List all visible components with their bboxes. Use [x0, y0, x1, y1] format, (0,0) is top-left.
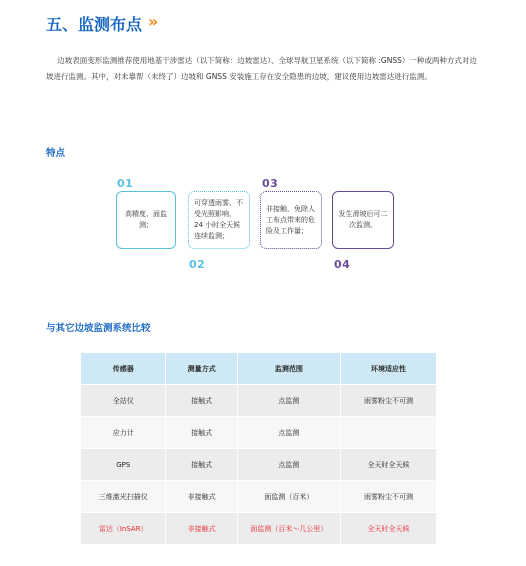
cell-range: 点监测 — [238, 385, 340, 416]
cell-environment: 全天时全天候 — [341, 449, 436, 480]
cell-environment: 雨雾粉尘不可测 — [341, 385, 436, 416]
feature-number-02: 02 — [189, 258, 206, 271]
feature-number-01: 01 — [117, 177, 134, 190]
cell-sensor: 雷达（InSAR） — [81, 513, 165, 544]
header-range: 监测范围 — [238, 353, 340, 384]
header-method: 测量方式 — [166, 353, 236, 384]
feature-text-1: 高精度、面监测； — [125, 210, 167, 229]
table-row — [81, 385, 436, 416]
feature-number-04: 04 — [334, 258, 351, 271]
cell-range: 面监测（百米） — [238, 481, 340, 512]
table-row — [81, 449, 436, 480]
cell-method: 非接触式 — [166, 481, 236, 512]
cell-environment: 全天时全天候 — [341, 513, 436, 544]
feature-card-4 — [332, 191, 394, 249]
features-title: 特点 — [46, 148, 66, 159]
feature-card-2 — [188, 191, 250, 249]
cell-method: 接触式 — [166, 385, 236, 416]
cell-sensor: 全站仪 — [81, 385, 165, 416]
header-sensor: 传感器 — [81, 353, 165, 384]
intro-paragraph: 边坡表面变形监测推荐使用地基干涉雷达（以下简称：边坡雷达）、全球导航卫星系统（以下简称 :GNSS）一种或两种方式对边坡进行监测。其中，对未靠帮（未终了）边坡和 GNSS 安装施工存在安全隐患的边坡，建议使用边坡雷达进行监测。 — [46, 56, 477, 81]
cell-method: 非接触式 — [166, 513, 236, 544]
comparison-title: 与其它边坡监测系统比较 — [46, 323, 151, 334]
cell-range: 点监测 — [238, 449, 340, 480]
table-row — [81, 481, 436, 512]
cell-sensor: GPS — [81, 449, 165, 480]
table-row — [81, 417, 436, 448]
table-header-row — [81, 353, 436, 384]
header-environment: 环境适应性 — [341, 353, 436, 384]
cell-method: 接触式 — [166, 449, 236, 480]
feature-number-03: 03 — [262, 177, 279, 190]
feature-text-2: 可穿透雨雾、不受光照影响，24 小时全天候连续监测； — [194, 199, 243, 240]
cell-method: 接触式 — [166, 417, 236, 448]
feature-card-3 — [260, 191, 322, 249]
double-chevron-right-icon: » — [148, 12, 156, 31]
table-row-highlight — [81, 513, 436, 544]
cell-sensor: 应力计 — [81, 417, 165, 448]
cell-range: 点监测 — [238, 417, 340, 448]
comparison-table — [80, 352, 437, 545]
feature-text-4: 发生滑坡后可二次监测。 — [338, 210, 388, 229]
feature-card-1 — [116, 191, 176, 249]
cell-environment — [341, 417, 436, 448]
cell-sensor: 三维激光扫描仪 — [81, 481, 165, 512]
cell-environment: 雨雾粉尘不可测 — [341, 481, 436, 512]
feature-text-3: 非接触，免除人工布点带来的危险及工作量； — [266, 204, 315, 235]
section-title: 五、监测布点 — [46, 15, 143, 34]
cell-range: 面监测（百米～几公里） — [238, 513, 340, 544]
